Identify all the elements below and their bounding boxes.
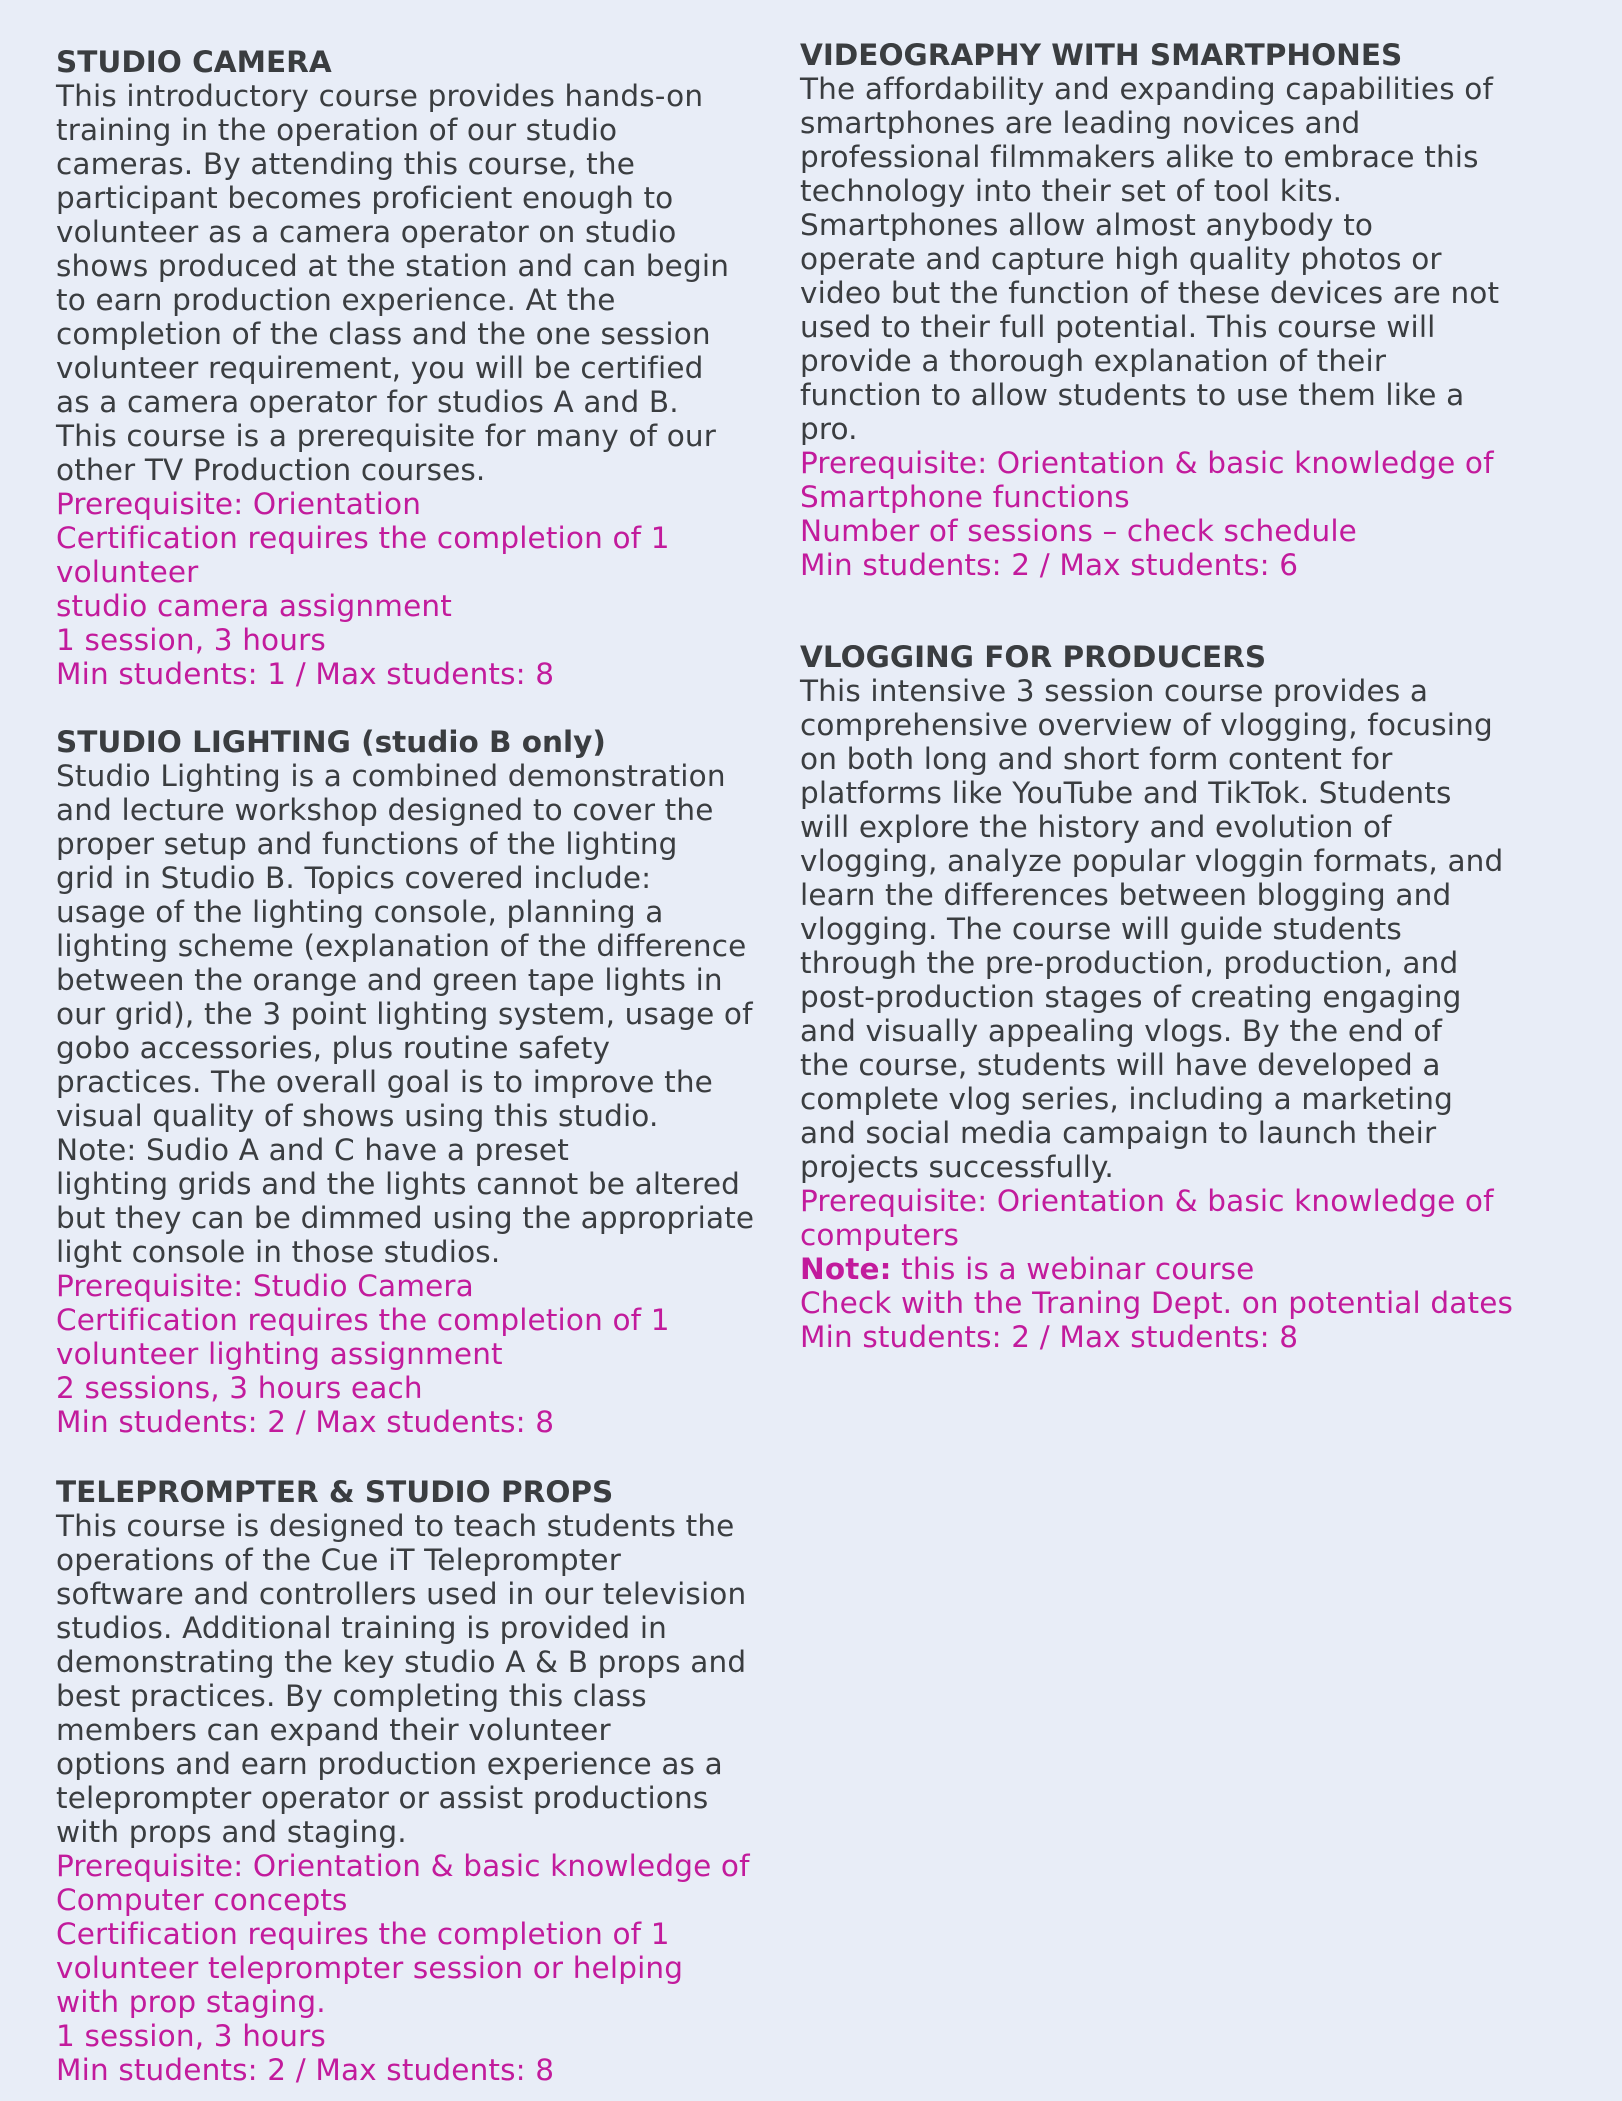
course-title: STUDIO CAMERA xyxy=(56,45,332,79)
description-line: operate and capture high quality photos or xyxy=(800,242,1442,276)
description-line: members can expand their volunteer xyxy=(56,1713,611,1747)
description-line: operations of the Cue iT Teleprompter xyxy=(56,1543,622,1577)
prerequisite: Prerequisite: Orientation & basic knowledge of xyxy=(56,1849,750,1883)
description-line: post-production stages of creating engaging xyxy=(800,980,1462,1014)
description-line: lighting scheme (explanation of the difference xyxy=(56,929,747,963)
certification-requirement: studio camera assignment xyxy=(56,589,452,623)
description-line: Smartphones allow almost anybody to xyxy=(800,208,1374,242)
prerequisite: Smartphone functions xyxy=(800,480,1130,514)
course-studio-camera xyxy=(56,45,776,691)
description-line: professional filmmakers alike to embrace this xyxy=(800,140,1479,174)
certification-requirement: Certification requires the completion of 1 xyxy=(56,1303,670,1337)
prerequisite: Prerequisite: Orientation xyxy=(56,487,422,521)
description-line: grid in Studio B. Topics covered include: xyxy=(56,861,652,895)
description-line: and visually appealing vlogs. By the end of xyxy=(800,1014,1443,1048)
description-line: and lecture workshop designed to cover the xyxy=(56,793,714,827)
description-line: best practices. By completing this class xyxy=(56,1679,647,1713)
certification-requirement: Certification requires the completion of 1 xyxy=(56,521,670,555)
description-line: visual quality of shows using this studio. xyxy=(56,1099,659,1133)
certification-requirement: volunteer teleprompter session or helping xyxy=(56,1951,684,1985)
description-line: completion of the class and the one session xyxy=(56,317,711,351)
webinar-note xyxy=(800,1252,1522,1286)
description-line: function to allow students to use them like a xyxy=(800,378,1465,412)
course-teleprompter xyxy=(56,1475,776,2087)
description-line: teleprompter operator or assist productions xyxy=(56,1781,709,1815)
description-line: through the pre-production, production, and xyxy=(800,946,1459,980)
class-size: Min students: 1 / Max students: 8 xyxy=(56,657,555,691)
description-line: Studio Lighting is a combined demonstration xyxy=(56,759,726,793)
description-line: comprehensive overview of vlogging, focusing xyxy=(800,708,1493,742)
description-line: Note: Sudio A and C have a preset xyxy=(56,1133,569,1167)
description-line: This course is designed to teach students the xyxy=(56,1509,735,1543)
prerequisite: computers xyxy=(800,1218,959,1252)
session-info: Number of sessions – check schedule xyxy=(800,514,1357,548)
certification-requirement: volunteer lighting assignment xyxy=(56,1337,503,1371)
description-line: technology into their set of tool kits. xyxy=(800,174,1343,208)
description-line: our grid), the 3 point lighting system, usage of xyxy=(56,997,753,1031)
description-line: projects successfully. xyxy=(800,1150,1114,1184)
prerequisite: Prerequisite: Studio Camera xyxy=(56,1269,474,1303)
certification-requirement: with prop staging. xyxy=(56,1985,326,2019)
description-line: proper setup and functions of the lighting xyxy=(56,827,678,861)
class-size: Min students: 2 / Max students: 6 xyxy=(800,548,1299,582)
description-line: on both long and short form content for xyxy=(800,742,1393,776)
session-info: Check with the Traning Dept. on potential dates xyxy=(800,1286,1514,1320)
description-line: volunteer requirement, you will be certified xyxy=(56,351,704,385)
description-line: training in the operation of our studio xyxy=(56,113,618,147)
description-line: vlogging. The course will guide students xyxy=(800,912,1402,946)
description-line: participant becomes proficient enough to xyxy=(56,181,674,215)
description-line: usage of the lighting console, planning a xyxy=(56,895,664,929)
prerequisite: Prerequisite: Orientation & basic knowledge of xyxy=(800,1184,1494,1218)
description-line: used to their full potential. This course will xyxy=(800,310,1436,344)
description-line: gobo accessories, plus routine safety xyxy=(56,1031,611,1065)
description-line: complete vlog series, including a marketing xyxy=(800,1082,1454,1116)
description-line: This course is a prerequisite for many of our xyxy=(56,419,717,453)
course-title: VIDEOGRAPHY WITH SMARTPHONES xyxy=(800,38,1403,72)
course-title: VLOGGING FOR PRODUCERS xyxy=(800,640,1267,674)
class-size: Min students: 2 / Max students: 8 xyxy=(56,2053,555,2087)
certification-requirement: volunteer xyxy=(56,555,199,589)
description-line: as a camera operator for studios A and B. xyxy=(56,385,679,419)
class-size: Min students: 2 / Max students: 8 xyxy=(800,1320,1299,1354)
prerequisite: Prerequisite: Orientation & basic knowledge of xyxy=(800,446,1494,480)
description-line: learn the differences between blogging and xyxy=(800,878,1452,912)
note-text: this is a webinar course xyxy=(891,1252,1255,1286)
description-line: vlogging, analyze popular vloggin formats, and xyxy=(800,844,1504,878)
session-info: 1 session, 3 hours xyxy=(56,623,326,657)
course-studio-lighting xyxy=(56,725,776,1439)
description-line: and social media campaign to launch their xyxy=(800,1116,1437,1150)
description-line: volunteer as a camera operator on studio xyxy=(56,215,677,249)
description-line: The affordability and expanding capabilities of xyxy=(800,72,1494,106)
description-line: other TV Production courses. xyxy=(56,453,486,487)
description-line: light console in those studios. xyxy=(56,1235,501,1269)
description-line: practices. The overall goal is to improve the xyxy=(56,1065,713,1099)
description-line: software and controllers used in our television xyxy=(56,1577,747,1611)
description-line: platforms like YouTube and TikTok. Students xyxy=(800,776,1452,810)
prerequisite: Computer concepts xyxy=(56,1883,348,1917)
description-line: cameras. By attending this course, the xyxy=(56,147,636,181)
course-vlogging xyxy=(800,640,1522,1354)
description-line: with props and staging. xyxy=(56,1815,407,1849)
description-line: the course, students will have developed a xyxy=(800,1048,1441,1082)
note-label: Note: xyxy=(800,1252,892,1286)
course-title: STUDIO LIGHTING (studio B only) xyxy=(56,725,606,759)
description-line: will explore the history and evolution of xyxy=(800,810,1392,844)
description-line: This intensive 3 session course provides a xyxy=(800,674,1429,708)
description-line: shows produced at the station and can begin xyxy=(56,249,730,283)
description-line: provide a thorough explanation of their xyxy=(800,344,1387,378)
description-line: video but the function of these devices are not xyxy=(800,276,1500,310)
session-info: 2 sessions, 3 hours each xyxy=(56,1371,423,1405)
class-size: Min students: 2 / Max students: 8 xyxy=(56,1405,555,1439)
description-line: This introductory course provides hands-on xyxy=(56,79,704,113)
description-line: demonstrating the key studio A & B props and xyxy=(56,1645,747,1679)
session-info: 1 session, 3 hours xyxy=(56,2019,326,2053)
description-line: but they can be dimmed using the appropriate xyxy=(56,1201,755,1235)
description-line: options and earn production experience as a xyxy=(56,1747,723,1781)
description-line: smartphones are leading novices and xyxy=(800,106,1361,140)
description-line: pro. xyxy=(800,412,858,446)
description-line: to earn production experience. At the xyxy=(56,283,616,317)
description-line: studios. Additional training is provided in xyxy=(56,1611,668,1645)
course-smartphone-videography xyxy=(800,38,1522,582)
certification-requirement: Certification requires the completion of 1 xyxy=(56,1917,670,1951)
description-line: between the orange and green tape lights in xyxy=(56,963,723,997)
description-line: lighting grids and the lights cannot be altered xyxy=(56,1167,741,1201)
course-title: TELEPROMPTER & STUDIO PROPS xyxy=(56,1475,614,1509)
